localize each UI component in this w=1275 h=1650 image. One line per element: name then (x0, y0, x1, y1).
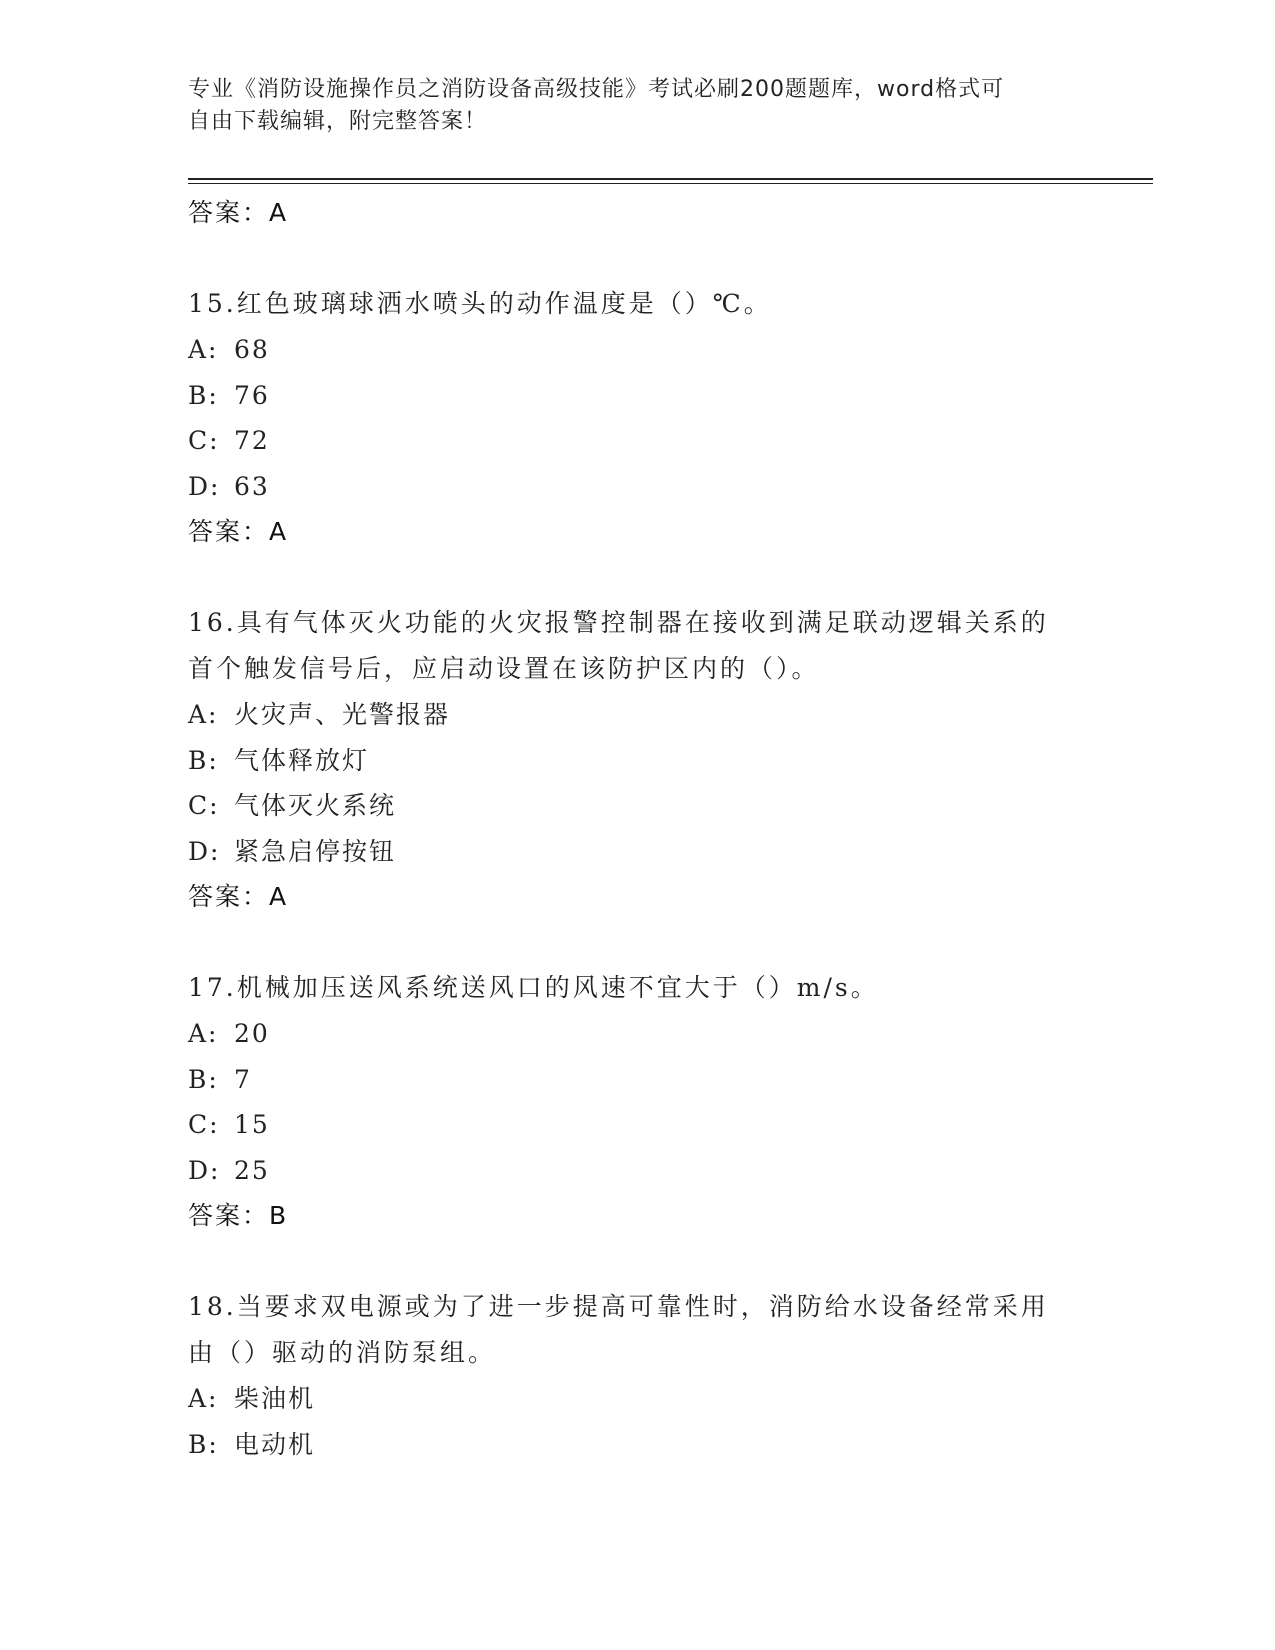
option-item: B: 气体释放灯 (188, 745, 370, 775)
question-block (188, 965, 1088, 1238)
question-list (188, 190, 1088, 1467)
option-item: C: 气体灭火系统 (188, 791, 397, 820)
option-item: B: 电动机 (188, 1429, 316, 1459)
question-text: 18.当要求双电源或为了进一步提高可靠性时，消防给水设备经常采用 (188, 1292, 1049, 1321)
option-item: A: 柴油机 (188, 1384, 316, 1413)
option-item: B: 7 (188, 1064, 252, 1094)
header-divider-thin (188, 183, 1153, 184)
question-block (188, 281, 1088, 554)
question-block (188, 600, 1088, 919)
question-block (188, 1284, 1088, 1467)
header-line-2: 自由下载编辑，附完整答案！ (188, 109, 488, 134)
option-item: D: 25 (188, 1155, 270, 1185)
option-item: D: 63 (188, 471, 270, 501)
answer-line: 答案：A (188, 517, 289, 546)
question-text: 首个触发信号后，应启动设置在该防护区内的（）。 (188, 654, 820, 683)
question-text: 16.具有气体灭火功能的火灾报警控制器在接收到满足联动逻辑关系的 (188, 608, 1049, 637)
question-text: 17.机械加压送风系统送风口的风速不宜大于（）m/s。 (188, 973, 879, 1002)
option-item: C: 15 (188, 1110, 270, 1139)
option-item: A: 火灾声、光警报器 (188, 700, 451, 729)
question-text: 由（）驱动的消防泵组。 (188, 1338, 497, 1367)
option-item: A: 20 (188, 1019, 270, 1048)
header-line-1: 专业《消防设施操作员之消防设备高级技能》考试必刷200题题库，word格式可 (188, 77, 1005, 102)
document-header (188, 74, 1068, 138)
option-item: D: 紧急启停按钮 (188, 836, 397, 866)
answer-line: 答案：B (188, 1201, 289, 1230)
question-text: 15.红色玻璃球洒水喷头的动作温度是（）℃。 (188, 289, 772, 318)
option-item: A: 68 (188, 335, 270, 364)
answer-line: 答案：A (188, 198, 289, 227)
option-item: C: 72 (188, 426, 270, 455)
option-item: B: 76 (188, 380, 270, 410)
header-divider-thick (188, 178, 1153, 180)
answer-line: 答案：A (188, 882, 289, 911)
